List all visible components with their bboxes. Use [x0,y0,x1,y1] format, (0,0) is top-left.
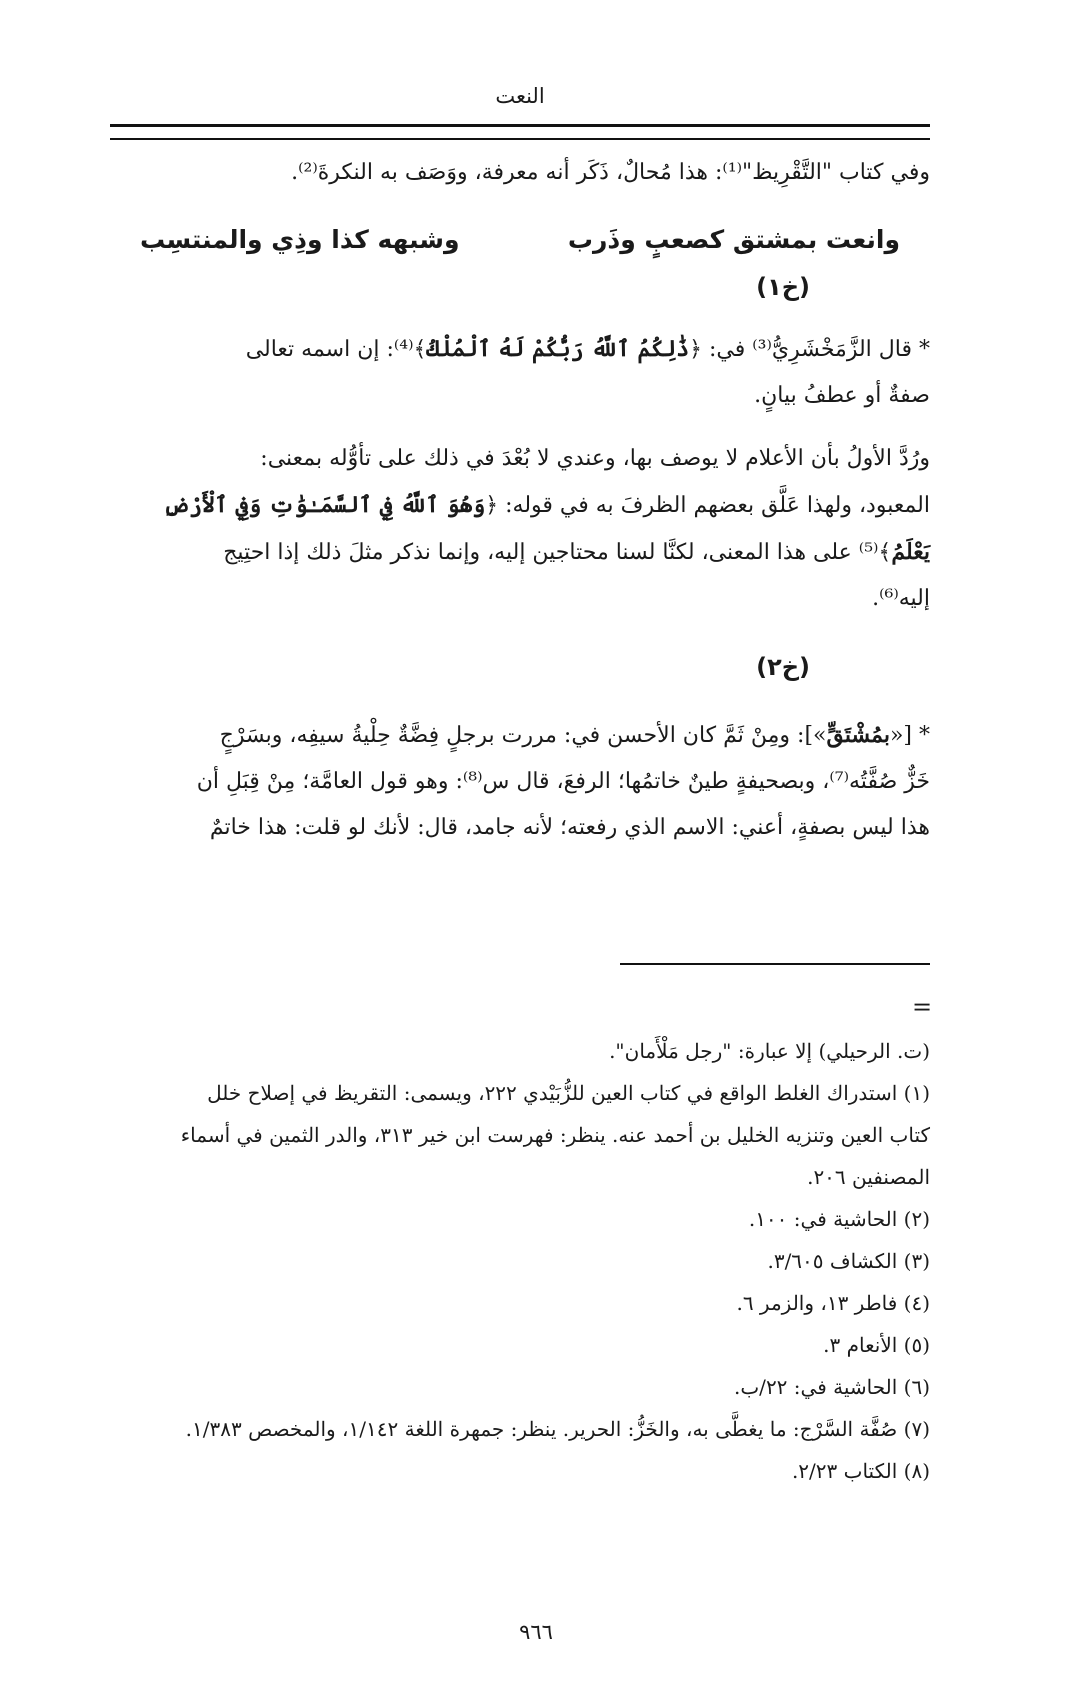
paragraph-line [110,482,930,529]
paragraph-objection [110,436,930,622]
paragraph-line: ورُدَّ الأولُ بأن الأعلام لا يوصف بها، وعندي لا بُعْدَ في ذلك على تأوُّله بمعنى: [260,446,930,471]
footnote-line: (٨) الكتاب ٢/٢٣. [791,1459,930,1483]
footnote-line: (٥) الأنعام ٣. [823,1333,930,1357]
manuscript-tag-1: (خ١) [756,273,810,301]
paragraph-line [110,712,930,759]
manuscript-tag-2: (خ٢) [756,653,810,681]
paragraph-zamakhshari [110,326,930,419]
paragraph-line: هذا ليس بصفةٍ، أعني: الاسم الذي رفعته؛ لأنه جامد، قال: لأنك لو قلت: هذا خاتمٌ [209,815,930,840]
verse-hemistich-right: وانعت بمشتق كصعبٍ وذَرب [567,225,900,254]
page-number: ٩٦٦ [519,1620,553,1644]
text-run: ﴾⁽⁵⁾ على هذا المعنى، لكنَّا لسنا محتاجين إليه، وإنما نذكر مثلَ ذلك إذا احتِيج [223,540,892,565]
text-run: * [« [889,723,930,748]
footnote-line: كتاب العين وتنزيه الخليل بن أحمد عنه. ينظر: فهرست ابن خير ٣١٣، والدر الثمين في أسماء [180,1123,930,1147]
paragraph-mushtaq [110,712,930,851]
header-rule-thick [110,124,930,127]
text-run: »]: ومِنْ ثَمَّ كان الأحسن في: مررت برجلٍ فِضَّةٌ حِلْيةُ سيفِه، وبسَرْجٍ [219,723,827,748]
header-rule-thin [110,138,930,140]
quran-quote: يَعْلَمُ [891,539,930,565]
text-run: * قال الزَّمَخْشَرِيُّ⁽³⁾ في: ﴿ [689,337,930,362]
footnote-separator [620,963,930,965]
paragraph-line: خَزٌّ صُفَّتُه⁽⁷⁾، وبصحيفةٍ طينٌ خاتمُها؛ الرفعَ، قال س⁽⁸⁾: وهو قول العامَّة؛ مِنْ قِبَلِ أن [196,769,930,794]
quran-quote: وَهُوَ ٱللَّهُ فِي ٱلسَّمَـٰوَٰتِ وَفِي ٱلْأَرْضِ [163,492,486,518]
footnote-line: (٣) الكشاف ٣/٦٠٥. [767,1249,930,1273]
footnotes [110,1030,930,1492]
footnote-line: (٧) صُفَّة السَّرْج: ما يغطَّى به، والخَزُّ: الحرير. ينظر: جمهرة اللغة ١/١٤٢، والمخصص ١/٣٨٣. [185,1417,930,1441]
paragraph-line: صفةٌ أو عطفُ بيانٍ. [754,383,930,408]
intro-paragraph [110,150,930,196]
footnote-line: (ت. الرحيلي) إلا عبارة: "رجل مَلْأَمان". [609,1039,930,1063]
paragraph-line: إليه⁽⁶⁾. [872,586,930,611]
intro-line: وفي كتاب "التَّقْرِيظ"⁽¹⁾: هذا مُحالٌ، ذَكَر أنه معرفة، ووَصَف به النكرةَ⁽²⁾. [291,160,930,185]
footnote-line: (٢) الحاشية في: ١٠٠. [748,1207,930,1231]
bold-keyword: بمُشْتَقٍّ [826,722,890,748]
footnote-line: (٦) الحاشية في: ٢٢/ب. [734,1375,930,1399]
footnote-continuation-mark: = [912,993,933,1021]
footnote-line: (٤) فاطر ١٣، والزمر ٦. [736,1291,930,1315]
paragraph-line [110,529,930,576]
footnote-line: (١) استدراك الغلط الواقع في كتاب العين للزُّبَيْدي ٢٢٢، ويسمى: التقريظ في إصلاح خلل [207,1081,930,1105]
poem-verse [140,225,900,254]
running-head: النعت [495,84,545,108]
quran-quote: ذَٰلِكُمُ ٱللَّهُ رَبُّكُمْ لَهُ ٱلْمُلْكُ [426,336,690,362]
text-run: ﴾⁽⁴⁾: إن اسمه تعالى [245,337,427,362]
verse-hemistich-left: وشبهه كذا وذِي والمنتسِب [140,225,460,254]
text-run: المعبود، ولهذا عَلَّق بعضهم الظرفَ به في قوله: ﴿ [485,493,930,518]
paragraph-line [110,326,930,373]
footnote-line: المصنفين ٢٠٦. [807,1165,930,1189]
